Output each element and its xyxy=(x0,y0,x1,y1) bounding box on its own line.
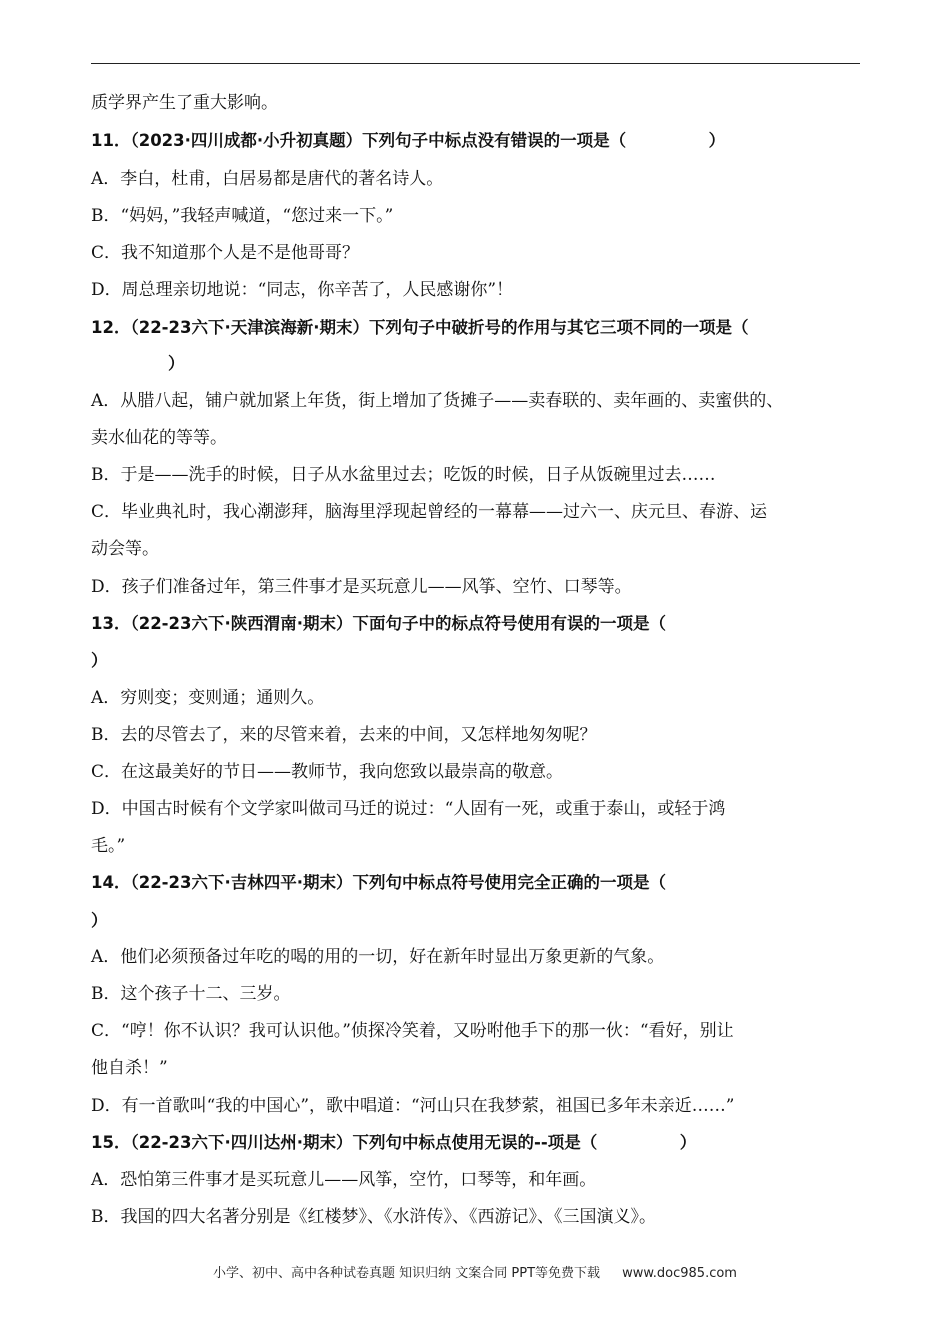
option-line: D．孩子们准备过年，第三件事才是买玩意儿——风筝、空竹、口琴等。 xyxy=(91,577,632,597)
option-line: A．穷则变；变则通；通则久。 xyxy=(91,688,325,708)
option-line: 动会等。 xyxy=(91,539,159,559)
option-line: C．在这最美好的节日——教师节，我向您致以最崇高的敬意。 xyxy=(91,762,564,782)
footer-link[interactable]: www.doc985.com xyxy=(622,1266,737,1281)
footer-text: 小学、初中、高中各种试卷真题 知识归纳 文案合同 PPT等免费下载 xyxy=(213,1266,601,1281)
option-line: D．周总理亲切地说：“同志，你辛苦了，人民感谢你”！ xyxy=(91,280,514,300)
option-line: B．这个孩子十二、三岁。 xyxy=(91,984,291,1004)
option-line: A．从腊八起，铺户就加紧上年货，街上增加了货摊子——卖春联的、卖年画的、卖蜜供的、 xyxy=(91,391,784,411)
question-11-title: 11．（2023·四川成都·小升初真题）下列句子中标点没有错误的一项是（ ） xyxy=(91,131,726,150)
option-line: 他自杀！” xyxy=(91,1058,168,1078)
question-15-title: 15．（22-23六下·四川达州·期末）下列句中标点使用无误的--项是（ ） xyxy=(91,1133,697,1152)
question-12-title: 12．（22-23六下·天津滨海新·期末）下列句子中破折号的作用与其它三项不同的一项是（ xyxy=(91,318,749,337)
option-line: A．他们必须预备过年吃的喝的用的一切，好在新年时显出万象更新的气象。 xyxy=(91,947,665,967)
option-line: B．去的尽管去了，来的尽管来着，去来的中间，又怎样地匆匆呢？ xyxy=(91,725,597,745)
text-line: 质学界产生了重大影响。 xyxy=(91,93,278,113)
option-line: B．“妈妈，”我轻声喊道，“您过来一下。” xyxy=(91,206,394,226)
question-13-title: 13．（22-23六下·陕西渭南·期末）下面句子中的标点符号使用有误的一项是（ xyxy=(91,614,667,633)
option-line: A．李白，杜甫，白居易都是唐代的著名诗人。 xyxy=(91,169,444,189)
option-line: B．于是——洗手的时候，日子从水盆里过去；吃饭的时候，日子从饭碗里过去…… xyxy=(91,465,716,485)
option-line: C．毕业典礼时，我心潮澎拜，脑海里浮现起曾经的一幕幕——过六一、庆元旦、春游、运 xyxy=(91,502,768,522)
option-line: C．“哼！你不认识？我可认识他。”侦探冷笑着，又吩咐他手下的那一伙：“看好，别让 xyxy=(91,1021,734,1041)
question-14-title: 14．（22-23六下·吉林四平·期末）下列句中标点符号使用完全正确的一项是（ xyxy=(91,873,667,892)
question-12-bracket: ） xyxy=(168,354,185,373)
question-13-bracket: ） xyxy=(91,651,108,670)
option-line: B．我国的四大名著分别是《红楼梦》、《水浒传》、《西游记》、《三国演义》。 xyxy=(91,1207,656,1227)
option-line: 卖水仙花的等等。 xyxy=(91,428,227,448)
option-line: 毛。” xyxy=(91,836,126,856)
question-14-bracket: ） xyxy=(91,911,108,930)
page-footer xyxy=(0,1262,950,1281)
option-line: A．恐怕第三件事才是买玩意儿——风筝，空竹，口琴等，和年画。 xyxy=(91,1170,597,1190)
option-line: C．我不知道那个人是不是他哥哥？ xyxy=(91,243,360,263)
header-rule xyxy=(91,63,860,64)
option-line: D．有一首歌叫“我的中国心”，歌中唱道：“河山只在我梦萦，祖国已多年未亲近……” xyxy=(91,1096,735,1116)
option-line: D．中国古时候有个文学家叫做司马迁的说过：“人固有一死，或重于泰山，或轻于鸿 xyxy=(91,799,726,819)
